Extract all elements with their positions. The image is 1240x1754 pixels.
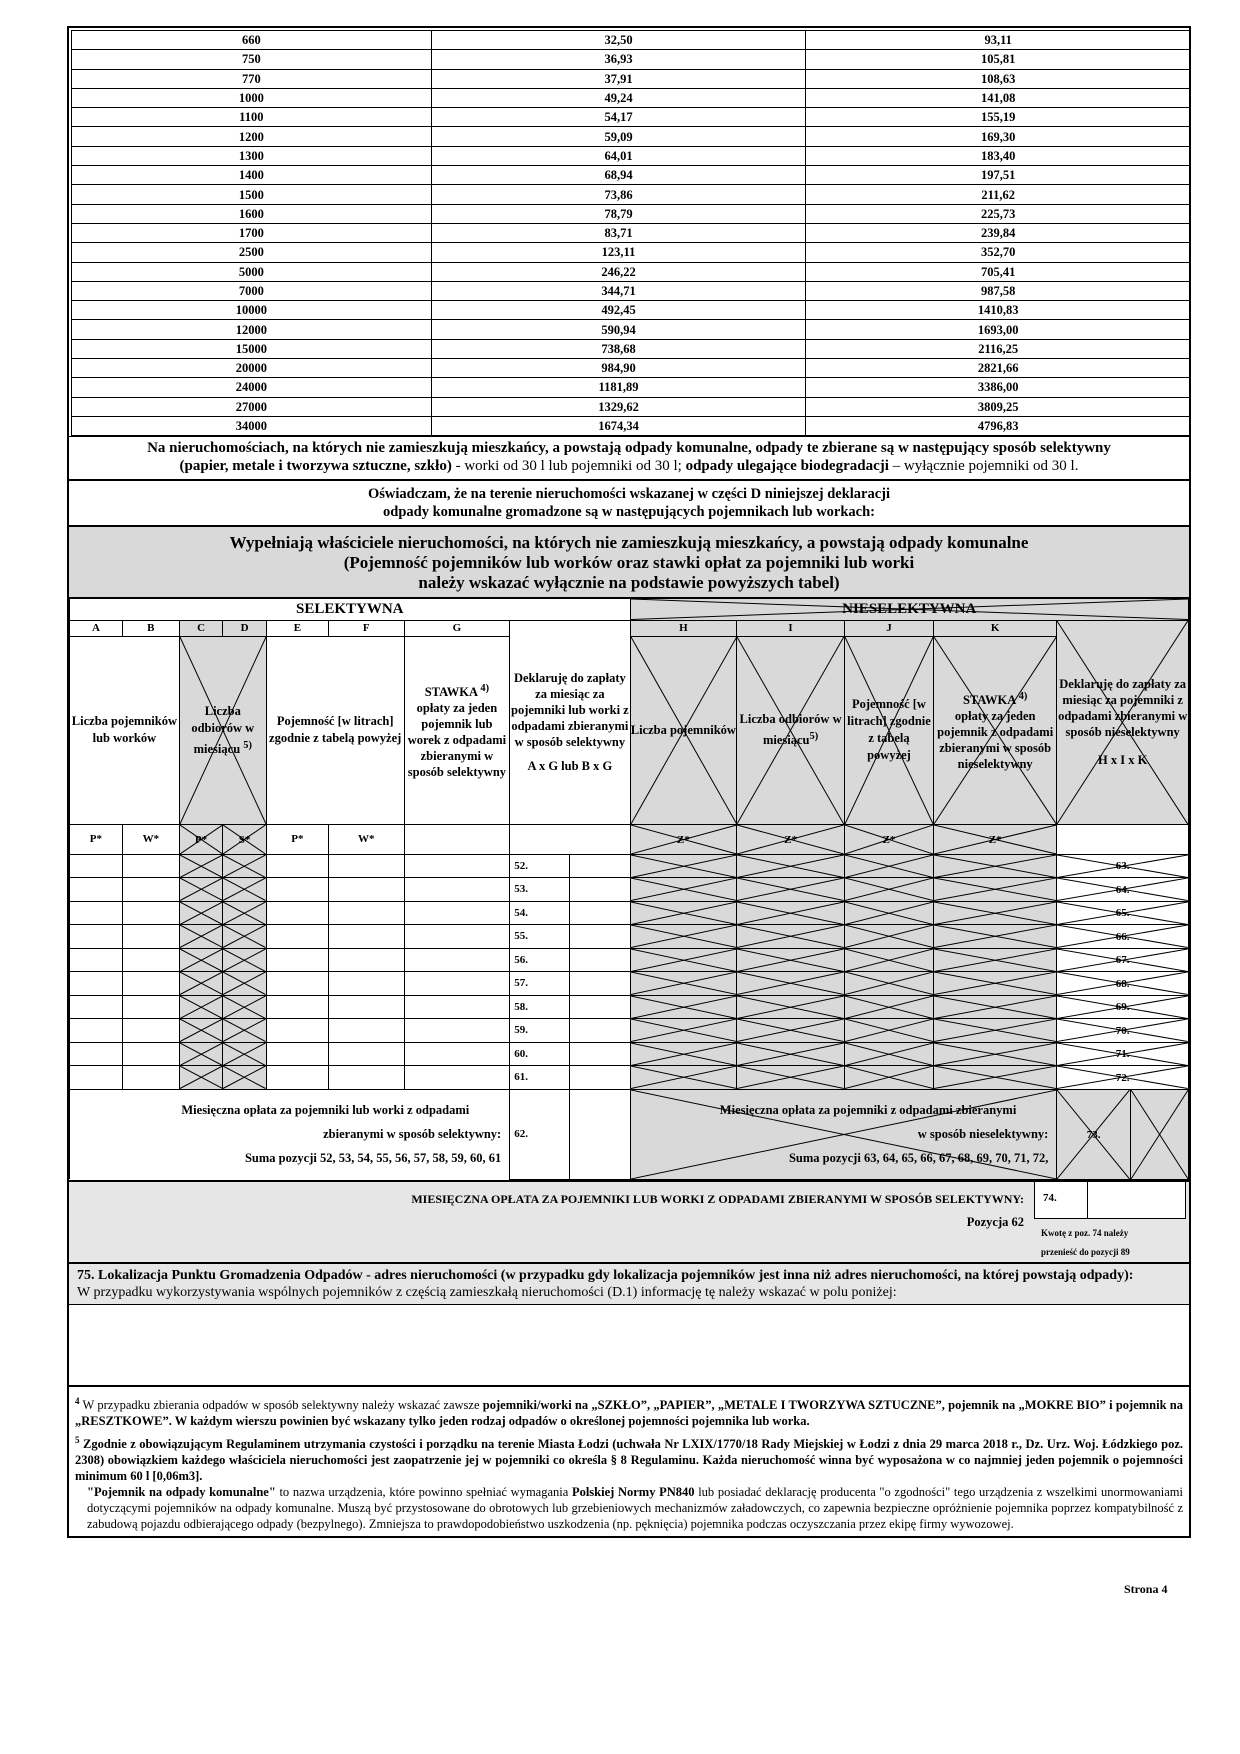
rate-row xyxy=(72,262,1191,281)
selective-amount-field[interactable] xyxy=(570,925,630,949)
selective-amount-field[interactable] xyxy=(570,901,630,925)
rate-selective: 59,09 xyxy=(431,127,806,146)
rate-nonselective: 169,30 xyxy=(806,127,1191,146)
rate-selective: 32,50 xyxy=(431,31,806,50)
nonselective-declare-header: Deklaruję do zapłaty za miesiąc za pojemniki z odpadami zbieranymi w sposób nieselektywny H x I x K xyxy=(1057,620,1189,824)
selective-amount-field[interactable] xyxy=(570,995,630,1019)
rate-selective: 123,11 xyxy=(431,243,806,262)
rate-row xyxy=(72,243,1191,262)
rate-capacity: 660 xyxy=(72,31,432,50)
rate-selective: 246,22 xyxy=(431,262,806,281)
entry-cell-a[interactable] xyxy=(70,1066,123,1090)
rate-nonselective: 141,08 xyxy=(806,88,1191,107)
rate-row xyxy=(72,204,1191,223)
rate-selective: 49,24 xyxy=(431,88,806,107)
rate-row xyxy=(72,378,1191,397)
entry-cell-b[interactable] xyxy=(122,1042,179,1066)
rate-capacity: 27000 xyxy=(72,397,432,416)
entry-cell-g[interactable] xyxy=(404,878,510,902)
total-amount-field[interactable] xyxy=(1088,1182,1185,1218)
rate-capacity: 10000 xyxy=(72,301,432,320)
container-row: 60. 71. xyxy=(70,1042,1189,1066)
entry-cell-f[interactable] xyxy=(328,972,404,996)
rate-selective: 78,79 xyxy=(431,204,806,223)
entry-cell-b[interactable] xyxy=(122,995,179,1019)
container-row: 56. 67. xyxy=(70,948,1189,972)
rate-capacity: 1700 xyxy=(72,223,432,242)
entry-cell-e[interactable] xyxy=(266,854,328,878)
rate-nonselective: 239,84 xyxy=(806,223,1191,242)
rate-nonselective: 225,73 xyxy=(806,204,1191,223)
entry-cell-a[interactable] xyxy=(70,948,123,972)
rate-selective: 1674,34 xyxy=(431,416,806,435)
entry-cell-b[interactable] xyxy=(122,878,179,902)
entry-cell-b[interactable] xyxy=(122,948,179,972)
declaration: Oświadczam, że na terenie nieruchomości wskazanej w części D niniejszej deklaracji odpady komunalne gromadzone są w następujących pojemnikach lub workach: xyxy=(69,479,1189,525)
container-row: 54. 65. xyxy=(70,901,1189,925)
rate-nonselective: 4796,83 xyxy=(806,416,1191,435)
rate-selective: 36,93 xyxy=(431,50,806,69)
rate-nonselective: 1693,00 xyxy=(806,320,1191,339)
container-row: 61. 72. xyxy=(70,1066,1189,1090)
container-row: 57. 68. xyxy=(70,972,1189,996)
container-row: 59. 70. xyxy=(70,1019,1189,1043)
entry-cell-f[interactable] xyxy=(328,854,404,878)
rate-row xyxy=(72,320,1191,339)
entry-cell-g[interactable] xyxy=(404,948,510,972)
rate-selective: 1181,89 xyxy=(431,378,806,397)
selective-amount-field[interactable] xyxy=(570,1042,630,1066)
nonselective-title: NIESELEKTYWNA xyxy=(630,598,1189,620)
section-75: 75. Lokalizacja Punktu Gromadzenia Odpadów - adres nieruchomości (w przypadku gdy lokalizacja pojemników jest inna niż adres nieruchomości, na której powstają odpady): W przypadku wykorzystywania wspólnych pojemników z częścią zamieszkałą nieruchomości (D.1) informację tę należy wskazać w polu poniżej: xyxy=(69,1262,1189,1385)
entry-cell-e[interactable] xyxy=(266,995,328,1019)
selective-amount-field[interactable] xyxy=(570,1066,630,1090)
entry-cell-g[interactable] xyxy=(404,972,510,996)
rate-capacity: 1100 xyxy=(72,108,432,127)
rate-selective: 83,71 xyxy=(431,223,806,242)
entry-cell-f[interactable] xyxy=(328,1066,404,1090)
entry-cell-b[interactable] xyxy=(122,972,179,996)
entry-cell-g[interactable] xyxy=(404,995,510,1019)
entry-cell-a[interactable] xyxy=(70,1019,123,1043)
selective-amount-field[interactable] xyxy=(570,948,630,972)
entry-cell-f[interactable] xyxy=(328,1019,404,1043)
entry-cell-a[interactable] xyxy=(70,925,123,949)
rate-capacity: 1600 xyxy=(72,204,432,223)
rate-row xyxy=(72,359,1191,378)
capacity-header: Pojemność [w litrach] zgodnie z tabelą powyżej xyxy=(266,636,404,824)
rate-nonselective: 3809,25 xyxy=(806,397,1191,416)
rate-row xyxy=(72,146,1191,165)
pickups-header: Liczba odbiorów w miesiącu $^{5)}$ xyxy=(179,636,266,824)
entry-cell-b[interactable] xyxy=(122,925,179,949)
entry-cell-f[interactable] xyxy=(328,995,404,1019)
rate-nonselective: 352,70 xyxy=(806,243,1191,262)
footnote-4: $^4$ W przypadku zbierania odpadów w sposób selektywny należy wskazać zawsze pojemniki/worki na „SZKŁO”, „PAPIER”, „METALE I TWORZYWA SZTUCZNE”, pojemnik na „MOKRE BIO” i pojemnik na „RESZTKOWE”. W każdym wierszu powinien być wskazany tylko jeden rodzaj odpadów o określonej pojemności pojemnika lub worka. xyxy=(75,1395,1183,1428)
rate-nonselective: 108,63 xyxy=(806,69,1191,88)
rate-row xyxy=(72,223,1191,242)
rate-selective: 68,94 xyxy=(431,166,806,185)
rate-row xyxy=(72,166,1191,185)
rate-capacity: 1200 xyxy=(72,127,432,146)
rate-row xyxy=(72,281,1191,300)
entry-cell-g[interactable] xyxy=(404,925,510,949)
rate-nonselective: 3386,00 xyxy=(806,378,1191,397)
container-row: 55. 66. xyxy=(70,925,1189,949)
entry-cell-b[interactable] xyxy=(122,901,179,925)
rate-nonselective: 197,51 xyxy=(806,166,1191,185)
selective-sum-field[interactable] xyxy=(570,1089,630,1179)
selective-amount-field[interactable] xyxy=(570,1019,630,1043)
footnotes: $^4$ W przypadku zbierania odpadów w sposób selektywny należy wskazać zawsze pojemniki/worki na „SZKŁO”, „PAPIER”, „METALE I TWORZYWA SZTUCZNE”, pojemnik na „MOKRE BIO” i pojemnik na „RESZTKOWE”. W każdym wierszu powinien być wskazany tylko jeden rodzaj odpadów o określonej pojemności pojemnika lub worka. $^5$ Zgodnie z obowiązującym Regulaminem utrzymania czystości i porządku na terenie Miasta Łodzi (uchwała Nr LXIX/1770/18 Rady Miejskiej w Łodzi z dnia 29 marca 2018 r., Dz. Urz. Woj. Łódzkiego poz. 2308) obowiązkiem każdego właściciela nieruchomości jest zaopatrzenie jej w pojemniki co określa § 8 Regulaminu. Każda nieruchomość winna być wyposażona w co najmniej jeden pojemnik o pojemności minimum 60 l [0,06m3]. "Pojemnik na odpady komunalne" to nazwa urządzenia, które powinno spełniać wymagania Polskiej Normy PN840 lub posiadać deklarację producenta "o zgodności" tego urządzenia z wszelkimi unormowaniami dotyczącymi pojemników na odpady komunalne. Muszą być przystosowane do obrotowych lub grzebieniowych mechanizmów załadowczych, co zapewnia bezpieczne opróżnienie pojemnika poprzez kompatybilność z zabudową pojazdu odbierającego odpady (bezpylnego). Zmniejsza to prawdopodobieństwo uszkodzenia (np. pęknięcia) pojemnika podczas oczyszczania przez ekipę firmy wywozowej. xyxy=(69,1385,1189,1536)
rate-capacity: 750 xyxy=(72,50,432,69)
rate-row xyxy=(72,301,1191,320)
entry-cell-e[interactable] xyxy=(266,901,328,925)
selective-amount-field[interactable] xyxy=(570,854,630,878)
rate-nonselective: 705,41 xyxy=(806,262,1191,281)
entry-cell-e[interactable] xyxy=(266,972,328,996)
entry-cell-g[interactable] xyxy=(404,854,510,878)
rate-nonselective: 105,81 xyxy=(806,50,1191,69)
rate-selective: 64,01 xyxy=(431,146,806,165)
rate-capacity: 24000 xyxy=(72,378,432,397)
rate-row xyxy=(72,88,1191,107)
rate-capacity: 1400 xyxy=(72,166,432,185)
container-row: 52. 63. xyxy=(70,854,1189,878)
entry-cell-b[interactable] xyxy=(122,1019,179,1043)
rate-capacity: 5000 xyxy=(72,262,432,281)
form-page xyxy=(67,26,1191,1538)
location-address-field[interactable] xyxy=(69,1304,1189,1385)
rate-selective: 984,90 xyxy=(431,359,806,378)
rate-row xyxy=(72,397,1191,416)
entry-cell-e[interactable] xyxy=(266,1042,328,1066)
entry-cell-g[interactable] xyxy=(404,1066,510,1090)
rate-nonselective: 2116,25 xyxy=(806,339,1191,358)
rate-nonselective: 183,40 xyxy=(806,146,1191,165)
rate-row xyxy=(72,31,1191,50)
containers-table: SELEKTYWNA NIESELEKTYWNA A B C D E F G Deklaruję do zapłaty za miesiąc za pojemniki lub worki z odpadami zbieranymi w sposób selektywny A x G lub B x G H I J K Deklaruję do zapłaty za miesiąc za pojemniki z odpadami zbieranymi w sposób nieselektywny H x I x K Liczba pojemników lub worków Liczba odbiorów w miesiącu $^{5)}$ Pojemność [w litrach] zgodnie z tabelą powyżej STAWKA $^{4)}$ opłaty za jeden pojemnik lub worek z odpadami zbieranymi w sposób selektywny Liczba pojemników Liczba odbiorów w miesiącu$^{5)}$ Pojemność [w litrach] zgodnie z tabelą powyżej STAWKA $^{4)}$ opłaty za jeden pojemnik z odpadami zbieranymi w sposób nieselektywny P* W* P* S* P* W* Z* Z* Z* Z* 52. 63. 53. 64. 54. 65. 55. 66. 56. 67. 57. 68. 58. 69. 59. 70. 60. 71. 61. 72. Miesięczna opłata za pojemniki lub worki z odpadami zbieranymi w sposób selektywny: Suma pozycji 52, 53, 54, 55, 56, 57, 58, 59, 60, 61 62. Miesięczna opłata za pojemniki z odpadami zbieranymi w sposób nieselektywny: Suma pozycji 63, 64, 65, 66, 67, 68, 69, 70, 71, 72, 73. xyxy=(69,597,1189,1180)
entry-cell-e[interactable] xyxy=(266,1066,328,1090)
rate-row xyxy=(72,416,1191,435)
entry-cell-f[interactable] xyxy=(328,1042,404,1066)
rate-selective: 738,68 xyxy=(431,339,806,358)
entry-cell-e[interactable] xyxy=(266,878,328,902)
container-row: 58. 69. xyxy=(70,995,1189,1019)
rate-selective: 73,86 xyxy=(431,185,806,204)
count-header: Liczba pojemników lub worków xyxy=(70,636,180,824)
selective-declare-header: Deklaruję do zapłaty za miesiąc za pojemniki lub worki z odpadami zbieranymi w sposób selektywny A x G lub B x G xyxy=(510,620,630,824)
rate-row xyxy=(72,339,1191,358)
entry-cell-b[interactable] xyxy=(122,1066,179,1090)
rate-capacity: 7000 xyxy=(72,281,432,300)
rate-nonselective: 987,58 xyxy=(806,281,1191,300)
total-section: MIESIĘCZNA OPŁATA ZA POJEMNIKI LUB WORKI Z ODPADAMI ZBIERANYMI W SPOSÓB SELEKTYWNY: Pozycja 62 74. Kwotę z poz. 74 należy przenieść do pozycji 89 xyxy=(69,1180,1189,1262)
selective-amount-field[interactable] xyxy=(570,878,630,902)
page-number: Strona 4 xyxy=(1124,1582,1168,1596)
selective-note: Na nieruchomościach, na których nie zamieszkują mieszkańcy, a powstają odpady komunalne, odpady te zbierane są w następujący sposób selektywny (papier, metale i tworzywa sztuczne, szkło) - worki od 30 l lub pojemniki od 30 l; odpady ulegające biodegradacji – wyłącznie pojemniki od 30 l. xyxy=(69,436,1189,479)
selective-amount-field[interactable] xyxy=(570,972,630,996)
rate-header: STAWKA $^{4)}$ opłaty za jeden pojemnik lub worek z odpadami zbieranymi w sposób selektywny xyxy=(404,636,510,824)
entry-cell-g[interactable] xyxy=(404,901,510,925)
rate-nonselective: 155,19 xyxy=(806,108,1191,127)
entry-cell-a[interactable] xyxy=(70,878,123,902)
rate-capacity: 20000 xyxy=(72,359,432,378)
rate-nonselective: 2821,66 xyxy=(806,359,1191,378)
rate-row xyxy=(72,50,1191,69)
entry-cell-f[interactable] xyxy=(328,925,404,949)
rate-row xyxy=(72,127,1191,146)
rate-capacity: 15000 xyxy=(72,339,432,358)
footnote-5: $^5$ Zgodnie z obowiązującym Regulaminem utrzymania czystości i porządku na terenie Miasta Łodzi (uchwała Nr LXIX/1770/18 Rady Miejskiej w Łodzi z dnia 29 marca 2018 r., Dz. Urz. Woj. Łódzkiego poz. 2308) obowiązkiem każdego właściciela nieruchomości jest zaopatrzenie jej w pojemniki co określa § 8 Regulaminu. Każda nieruchomość winna być wyposażona w co najmniej jeden pojemnik o pojemności minimum 60 l [0,06m3]. xyxy=(75,1434,1183,1484)
rate-row xyxy=(72,69,1191,88)
rate-capacity: 1300 xyxy=(72,146,432,165)
entry-cell-e[interactable] xyxy=(266,1019,328,1043)
rate-nonselective: 93,11 xyxy=(806,31,1191,50)
entry-cell-a[interactable] xyxy=(70,972,123,996)
rate-selective: 1329,62 xyxy=(431,397,806,416)
entry-cell-a[interactable] xyxy=(70,995,123,1019)
entry-cell-f[interactable] xyxy=(328,948,404,972)
selective-sum-label: Miesięczna opłata za pojemniki lub worki z odpadami zbieranymi w sposób selektywny: Suma pozycji 52, 53, 54, 55, 56, 57, 58, 59, 60, 61 xyxy=(70,1089,510,1179)
selective-title: SELEKTYWNA xyxy=(70,598,631,620)
entry-cell-e[interactable] xyxy=(266,925,328,949)
rate-capacity: 770 xyxy=(72,69,432,88)
nonselective-sum-label: Miesięczna opłata za pojemniki z odpadami zbieranymi w sposób nieselektywny: Suma pozycji 63, 64, 65, 66, 67, 68, 69, 70, 71, 72, xyxy=(630,1089,1057,1179)
rate-row xyxy=(72,108,1191,127)
rate-selective: 37,91 xyxy=(431,69,806,88)
entry-cell-b[interactable] xyxy=(122,854,179,878)
entry-cell-a[interactable] xyxy=(70,901,123,925)
fill-header: Wypełniają właściciele nieruchomości, na których nie zamieszkują mieszkańcy, a powstają odpady komunalne (Pojemność pojemników lub worków oraz stawki opłat za pojemniki lub worki należy wskazać wyłącznie na podstawie powyższych tabel) xyxy=(69,525,1189,597)
rate-capacity: 1000 xyxy=(72,88,432,107)
entry-cell-a[interactable] xyxy=(70,854,123,878)
rate-selective: 54,17 xyxy=(431,108,806,127)
rates-table xyxy=(71,30,1191,436)
rate-selective: 590,94 xyxy=(431,320,806,339)
rate-capacity: 1500 xyxy=(72,185,432,204)
rate-selective: 492,45 xyxy=(431,301,806,320)
rate-row xyxy=(72,185,1191,204)
entry-cell-g[interactable] xyxy=(404,1042,510,1066)
rate-capacity: 12000 xyxy=(72,320,432,339)
container-row: 53. 64. xyxy=(70,878,1189,902)
rate-capacity: 2500 xyxy=(72,243,432,262)
entry-cell-f[interactable] xyxy=(328,878,404,902)
entry-cell-g[interactable] xyxy=(404,1019,510,1043)
rate-selective: 344,71 xyxy=(431,281,806,300)
rate-capacity: 34000 xyxy=(72,416,432,435)
rate-nonselective: 1410,83 xyxy=(806,301,1191,320)
entry-cell-a[interactable] xyxy=(70,1042,123,1066)
entry-cell-f[interactable] xyxy=(328,901,404,925)
entry-cell-e[interactable] xyxy=(266,948,328,972)
rate-nonselective: 211,62 xyxy=(806,185,1191,204)
